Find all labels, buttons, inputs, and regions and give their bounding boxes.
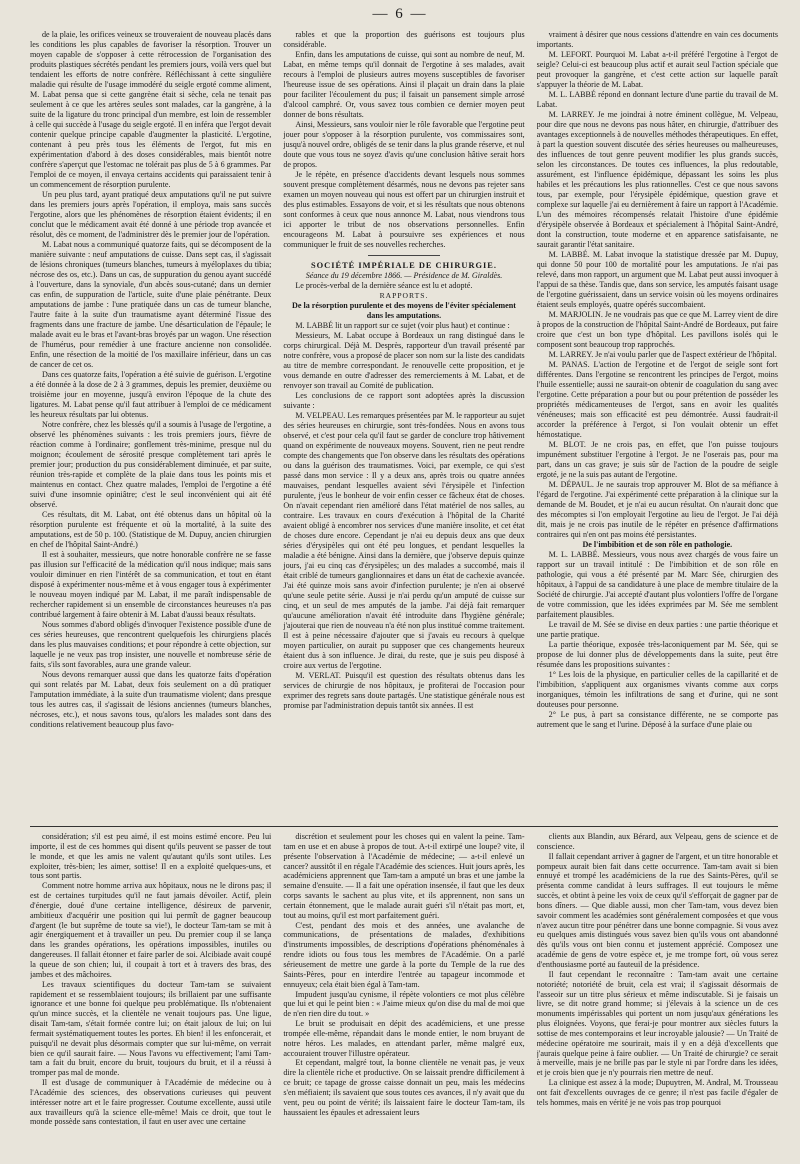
paragraph: de la plaie, les orifices veineux se trouveraient de nouveau placés dans les conditions les plus capables de favoriser la résorption. Trouver un moyen capable de s'opposer à cette rétrocession de l'organisation des produits plastiques sécrétés pendant les premiers jours, voilà vers quel but tendaient les efforts de notre confrère. Réfléchissant à cette singulière maladie qui résulte de l'usage immodéré du seigle ergoté comme aliment, M. Labat pensa que si cette gangrène était si sèche, cela ne tenait pas seulement à ce que les artères seules sont malades, car la gangrène, à la suite de la ligature du tronc principal d'un membre, est loin de ressembler à celle qui succède à l'usage du seigle ergoté. Il en inféra que l'ergot devait contenir quelque principe capable d'augmenter la plasticité. L'ergotine, contenant à peu près tous les éléments de l'ergot, fut mis en expérimentation d'abord à des doses considérables, mais bientôt notre confrère s'aperçut que l'estomac ne tolérait pas plus de 5 à 6 grammes. Par l'emploi de ce moyen, il envaya certains accidents qui paraissaient tenir à un commencement de résorption purulente. [30, 30, 272, 189]
column-3 [537, 30, 778, 822]
paragraph: Il est d'usage de communiquer à l'Académie de médecine ou à l'Académie des sciences, des observations curieuses qui peuvent intéresser notre art et le faire progresser. Coutume excellente, aussi utile aux travailleurs qu'à la science elle-même! Mais ce droit, que tout le monde possède sans contestation, il faut en user avec une certaine [30, 1078, 272, 1127]
paragraph: 1° Les lois de la physique, en particulier celles de la capillarité et de l'imbibition, s'appliquent aux organismes vivants comme aux corps inorganiques, témoin les infiltrations de sang et d'urine, qui ne sont douteuses pour personne. [536, 670, 778, 709]
paragraph: Messieurs, M. Labat occupe à Bordeaux un rang distingué dans le corps chirurgical. Déjà M. Desprès, rapporteur d'un travail présenté par notre confrère, vous a proposé de placer son nom sur la liste des candidats au titre de membre correspondant. Je renouvelle cette proposition, et je vous demande en outre d'adresser des remerciements à M. Labat, et de renvoyer son travail au Comité de publication. [283, 330, 525, 390]
paragraph: Nous devons remarquer aussi que dans les quatorze faits d'opération qui sont relatés par M. Labat, deux fois seulement on a dû pratiquer l'amputation immédiate, à la suite d'un traumatisme violent; dans presque tous les autres cas, il s'agissait de lésions anciennes (tumeurs blanches, nécroses, etc.), et nous savons tous, qu'alors les malades sont dans des conditions relativement beaucoup plus favo- [30, 670, 272, 729]
paragraph: clients aux Blandin, aux Bérard, aux Velpeau, gens de science et de conscience. [536, 832, 778, 851]
page-number: — 6 — [372, 6, 428, 22]
imbibition-title: De l'imbibition et de son rôle en pathologie. [582, 540, 733, 549]
paragraph: Je le répète, en présence d'accidents devant lesquels nous sommes souvent presque complètement désarmés, nous ne devons pas rejeter sans examen un moyen nouveau qui nous est offert par un chirurgien instruit et des plus estimables. Essayons de voir, et si les résultats que nous obtenons sont conformes à ceux que nous annonce M. Labat, nous viendrons tous ici apporter le tribut de nos observations personnelles. Enfin encourageons M. Labat à poursuivre ses expériences et nous communiquer le fruit de ses nouvelles recherches. [283, 170, 525, 249]
society-title: SOCIÉTÉ IMPÉRIALE DE CHIRURGIE. [311, 261, 497, 270]
paragraph: 2° Le pus, à part sa consistance différente, ne se comporte pas autrement que le sang et l'urine. Déposé à la surface d'une plaie ou [536, 710, 778, 729]
paragraph: M. Labat nous a communiqué quatorze faits, qui se décomposent de la manière suivante : neuf amputations de cuisse. Dans sept cas, il s'agissait de lésions chroniques (tumeurs blanches, tumeurs à myéloplaxes du tibia; nécrose des os, etc.). Dans un cas, de suppuration du genou ayant succédé à l'ouverture, dans la synoviale, d'un abcès sous-cutané; dans un dernier cas enfin, de suppuration de l'article, suite d'une plaie pénétrante. Deux amputations de jambe : l'une pratiquée dans un cas de tumeur blanche, l'autre faite à la suite d'un traumatisme ayant déterminé l'issue des fragments dans une fracture de jambe. Une désarticulation de l'épaule; le malade avait eu le bras et l'avant-bras broyés par un wagon. Une résection de l'humérus, pour remédier à une fracture ancienne non consolidée. Enfin, une résection de la moitié de l'os maxillaire inférieur, dans un cas de cancer de cet os. [30, 240, 272, 369]
paragraph: Les conclusions de ce rapport sont adoptées après la discussion suivante : [283, 390, 525, 410]
paragraph: Un peu plus tard, ayant pratiqué deux amputations qu'il ne put suivre dans les premiers jours après l'opération, il employa, mais sans succès l'ergotine, alors que les phénomènes de résorption étaient évidents; il en conclut que le médicament avait été donné à une période trop avancée et résolut, dès ce moment, de l'administrer dès le premier jour de l'opération. [30, 190, 272, 239]
paragraph: Ainsi, Messieurs, sans vouloir nier le rôle favorable que l'ergotine peut jouer pour s'opposer à la résorption purulente, vos commissaires sont, jusqu'à nouvel ordre, obligés de se tenir dans la plus grande réserve, et nul doute que vous tous ne soyez d'avis qu'une conclusion hâtive serait hors de propos. [283, 120, 525, 169]
paragraph: M. DÉPAUL. Je ne saurais trop approuver M. Blot de sa méfiance à l'égard de l'ergotine. J'ai expérimenté cette préparation à la clinique sur la demande de M. Boudet, et je n'ai eu aucun résultat. On n'aurait donc que des mécomptes si l'on employait l'ergotine au lieu de l'ergot. Je l'ai déjà dit, mais je ne crois pas inutile de le répéter en présence d'affirmations contraires qui n'en ont pas moins été persistantes. [536, 480, 778, 539]
feuilleton-column-2 [283, 832, 524, 1158]
paragraph: M. L. LABBÉ. Messieurs, vous nous avez chargés de vous faire un rapport sur un travail intitulé : De l'imbibition et de son rôle en pathologie, qui vous a été présenté par M. Marc Sée, chirurgien des hôpitaux, à l'appui de sa candidature à une place de membre titulaire de la Société de chirurgie. J'ai accepté d'autant plus volontiers l'offre de l'organe de votre commission, que les idées exprimées par M. Sée me semblent parfaitement plausibles. [536, 550, 778, 619]
paragraph: C'est, pendant des mois et des années, une avalanche de communications, de présentations de malades, d'exhibitions d'instruments impossibles, de descriptions d'opérations phénoménales à rendre idiots ou fous tous les membres de l'Académie. On a parlé sérieusement de mettre une garde à la porte du Temple de la rue des Saints-Pères, pour en interdire l'entrée au tapageur incommode et ennuyeux; cela était bien égal à Tam-tam. [283, 920, 525, 989]
paragraph: Impudent jusqu'au cynisme, il répète volontiers ce mot plus célèbre que lui et qui le peint bien : « J'aime mieux qu'on dise du mal de moi que de n'en rien dire du tout. » [283, 989, 525, 1019]
paragraph: Le bruit se produisait en dépit des académiciens, et une presse trompée elle-même, répandait dans le monde entier, le nom bruyant de notre héros. Les malades, en attendant parler, même malgré eux, accouraient trouver l'illustre opérateur. [283, 1019, 525, 1058]
seance-line: Séance du 19 décembre 1866. — Présidence de M. Giraldès. [305, 271, 503, 281]
paragraph: M. LARREY. Je me joindrai à notre éminent collègue, M. Velpeau, pour dire que nous ne devons pas nous hâter, en chirurgie, d'attribuer des avantages exceptionnels à de nouvelles méthodes thérapeutiques. En effet, à part la question souvent discutée des séries heureuses ou malheureuses, des influences de tout genre peuvent modifier les plus grands succès, selon les circonstances. De toutes ces influences, la plus redoutable, assurément, est l'influence épidémique, dépassant les soins les plus habiles et les précautions les plus rationnelles. C'est ce que nous savons tous, par exemple, pour l'érysipèle épidémique, question grave et complexe sur laquelle j'ai eu dernièrement à faire un rapport à l'Académie. L'un des mémoires récompensés relatait l'histoire d'une épidémie d'érysipèle observée à Bordeaux et spécialement à l'hôpital Saint-André, dont la construction, toute moderne et en apparence satisfaisante, ne saurait garantir l'état sanitaire. [536, 110, 778, 249]
paragraph: Les travaux scientifiques du docteur Tam-tam se suivaient rapidement et se ressemblaient toujours; ils brillaient par une suffisante ignorance et une bonne foi quelque peu problématique. Ils n'obtenaient qu'un mince succès, et la clientèle ne venait toujours pas. Une ligue, disait Tam-tam, s'était formée contre lui; on était jaloux de lui; on lui fermait systématiquement toutes les portes. Eh bien! il les enfoncerait, et puisqu'il ne devait plus désormais compter que sur lui-même, on verrait bien ce qu'il saurait faire. — Nous l'avons vu effectivement; l'ami Tam-tam a fait du bruit, encore du bruit, toujours du bruit, et il a réussi à tromper pas mal de monde. [30, 979, 272, 1078]
paragraph: Enfin, dans les amputations de cuisse, qui sont au nombre de neuf, M. Labat, en même temps qu'il donnait de l'ergotine à ses malades, avait recours à l'emploi de plusieurs autres moyens susceptibles de favoriser l'heureuse issue de ses opérations. Ainsi il plaçait un drain dans la plaie pour faciliter l'écoulement du pus; il faisait un pansement simple arrosé d'alcool camphré. Or, vous savez tous combien ce dernier moyen peut donner de bons résultats. [283, 50, 525, 119]
paragraph: Nous sommes d'abord obligés d'invoquer l'existence possible d'une de ces séries heureuses, que rencontrent quelquefois les chirurgiens placés dans les plus mauvaises conditions; et pour répondre à cette objection, sur laquelle je ne veux pas trop insister, une nouvelle et nombreuse série de faits, s'ils sont favorables, aura une grande valeur. [30, 620, 272, 669]
paragraph: M. BLOT. Je ne crois pas, en effet, que l'on puisse toujours impunément substituer l'ergotine à l'ergot. Je ne l'oserais pas, pour ma part, dans un cas grave; je suis sûr de l'action de la poudre de seigle ergoté, je ne la suis pas autant de l'ergotine. [536, 440, 778, 479]
paragraph: M. LEFORT. Pourquoi M. Labat a-t-il préféré l'ergotine à l'ergot de seigle? Celui-ci est beaucoup plus actif et aurait seul l'action spéciale que peut provoquer la gangrène, et c'est cette action sur laquelle paraît s'appuyer la théorie de M. Labat. [536, 50, 778, 89]
rapports-title: RAPPORTS. [379, 291, 429, 301]
paragraph: Dans ces quatorze faits, l'opération a été suivie de guérison. L'ergotine a été donnée à la dose de 2 à 3 grammes, depuis les premier, deuxième ou troisième jour en moyenne, jusqu'à environ l'époque de la chute des ligatures. M. Labat pense qu'il faut attribuer à l'emploi de ce médicament les heureux résultats par lui obtenus. [30, 370, 272, 419]
proces-verbal: Le procès-verbal de la dernière séance est lu et adopté. [295, 281, 473, 291]
paragraph: M. L. LABBÉ répond en donnant lecture d'une partie du travail de M. Labat. [536, 90, 778, 109]
paragraph: Comment notre homme arriva aux hôpitaux, nous ne le dirons pas; il est de certaines turpitudes qu'il ne faut jamais dévoiler. Actif, plein d'énergie, doué d'une certaine intelligence, désireux de parvenir, ambitieux d'acquérir une position qui lui permît de gagner beaucoup d'argent (le but suprême de toute sa vie!), le docteur Tam-tam se mit à agir énergiquement et à travailler un peu. Du premier coup il se lança dans les grandes opérations, les opérations impossibles, inutiles ou dangereuses. Il fallait étonner et faire parler de soi. Alcibiade avait coupé la queue de son chien; lui, il coupait à tort et à travers des bras, des jambes et des mâchoires. [30, 881, 272, 979]
paragraph: M. VELPEAU. Les remarques présentées par M. le rapporteur au sujet des séries heureuses en chirurgie, sont très-fondées. Nous en avons tous observé, et c'est pour cela qu'il faut se garder de conclure trop hâtivement quand on expérimente de nouveaux moyens. Souvent, rien ne peut rendre compte des changements que l'on observe dans les résultats des opérations ou dans la guérison des traumatismes. Voici, par exemple, ce qui s'est passé dans mon service : Il y a deux ans, après trois ou quatre années mauvaises, pendant lesquelles avaient sévi l'érysipèle et l'infection purulente, j'eus le bonheur de voir enfin cesser ce fâcheux état de choses. On n'avait cependant rien amélioré dans l'état matériel de nos salles, au contraire. Les travaux en cours d'exécution à l'hôpital de la Charité avaient obligé à encombrer nos services d'une manière insolite, et cet état de choses dure encore. Cependant je n'ai eu depuis deux ans que deux séries d'érysipèles qui ont été peu longues, et pendant lesquelles la maladie a été bénigne. Ainsi dans la dernière, que j'observe depuis quinze jours, j'ai eu cinq cas d'érysipèles; un des malades a succombé, mais il était criblé de tumeurs ganglionnaires et dans un état de cachexie avancée. J'ai été quinze mois sans avoir d'infection purulente; je n'en ai observé qu'une seule petite série. Aussi je n'ai perdu qu'un amputé de cuisse sur cinq, et un seul de mes amputés de la jambe. J'ai déjà fait remarquer qu'aucune amélioration n'avait été introduite dans l'hygiène générale; j'ajouterai que rien de nouveau n'a été non plus institué comme traitement. Il est à peine nécessaire d'ajouter que si j'avais eu recours à quelque moyen particulier, on aurait pu supposer que ces changements heureux étaient dus à son influence. Je dirai, du reste, que je suis peu disposé à croire aux vertus de l'ergotine. [283, 410, 525, 670]
paragraph: discrétion et seulement pour les choses qui en valent la peine. Tam-tam en use et en abuse à propos de tout. A-t-il extirpé une loupe? vite, il présente l'observation à l'Académie de médecine; — a-t-il enlevé un cancer? aussitôt il en régale l'Académie des sciences. Huit jours après, les académiciens apprennent que Tam-tam a amputé un bras et une jambe la semaine d'ensuite. — Il a fait une opération insensée, il faut que les deux corps savants le sachent au plus vite, et ils apprennent, non sans un certain étonnement, que le malade aurait guéri s'il n'était pas mort, et, tout au moins, qu'il est mort parfaitement guéri. [283, 832, 525, 920]
paragraph: Et cependant, malgré tout, la bonne clientèle ne venait pas, je veux dire la clientèle riche et productive. On se laissait prendre difficilement à ce bruit; ce tapage de grosse caisse donnait un peu, mais les médecins s'en méfiaient; ils savaient que sous toutes ces avances, il n'y avait que du vent, peu ou point de vérité; ils laissaient faire le docteur Tam-tam, ils haussaient les épaules et adressaient leurs [283, 1058, 525, 1117]
paragraph: Il faut cependant le reconnaître : Tam-tam avait une certaine notoriété; notoriété de bruit, cela est vrai; il s'agissait désormais de l'asseoir sur un titre plus sérieux et même indiscutable. Si je faisais un livre, se dit notre grand homme; si j'élevais à la science un de ces monuments impérissables qui portent un nom jusqu'aux générations les plus éloignées. Voyons, que ferai-je pour montrer aux siècles futurs la sottise de mes contemporains et leur incroyable jalousie? — Un Traité de médecine opératoire me sourirait, mais il y en a déjà d'excellents que j'aurais quelque peine à faire oublier. — Un Traité de chirurgie? ce serait à merveille, mais je ne brille pas par le style ni par l'ordre dans les idées, et je crois bien que je n'y pourrais rien mettre de neuf. [536, 969, 778, 1078]
feuilleton-column-1 [30, 832, 271, 1158]
paragraph: Il fallait cependant arriver à gagner de l'argent, et un titre honorable et pompeux aurait bien fait dans cette occurrence. Tam-tam avait si bien ennuyé et trompé les académiciens de la rue des Saints-Pères, qu'il se présenta comme candidat à leurs suffrages. Il eut toujours le même succès, et obtint à peine les voix de ceux qu'il s'efforçait de gagner par de bons dîners. — Que diable aussi, mon cher Tam-tam, vous devez bien savoir comment les académies sont généralement composées et que vous n'avez aucun titre pour pénétrer dans une bonne compagnie. Si vous avez eu quelques amis distingués vous savez bien qu'ils vous ont abandonné dès qu'ils vous ont bien connu et justement apprécié. Composez une académie de gens de votre espèce et, je me trompe fort, où vous serez d'enthousiasme porté au fauteuil de la présidence. [536, 851, 778, 969]
paragraph: M. LABBÉ lit un rapport sur ce sujet (voir plus haut) et continue : [295, 320, 510, 330]
paragraph: La partie théorique, exposée très-laconiquement par M. Sée, qui se propose de lui donner plus de développements dans la suite, peut être résumée dans les propositions suivantes : [536, 640, 778, 669]
paragraph: Le travail de M. Sée se divise en deux parties : une partie théorique et une partie pratique. [536, 620, 778, 639]
article-columns [30, 30, 778, 822]
paragraph: Il est à souhaiter, messieurs, que notre honorable confrère ne se fasse pas illusion sur l'efficacité de la médication qu'il nous indique; mais sans vouloir diminuer en rien l'intérêt de sa communication, et tout en étant disposé à expérimenter nous-même et à vous engager tous à expérimenter le nouveau moyen indiqué par M. Labat, il me paraît indispensable de rechercher rapidement si un ensemble de circonstances heureuses n'a pas contribué largement à faire obtenir à M. Labat d'aussi beaux résultats. [30, 550, 272, 619]
separator [368, 255, 440, 256]
paragraph: Ces résultats, dit M. Labat, ont été obtenus dans un hôpital où la résorption purulente est fréquente et où la mortalité, à la suite des amputations, est de 50 p. 100. (Statistique de M. Dupuy, ancien chirurgien en chef de l'hôpital Saint-André.) [30, 510, 272, 549]
paragraph: vraiment à désirer que nous cessions d'attendre en vain ces documents importants. [536, 30, 778, 49]
rapports-subtitle: De la résorption purulente et des moyens de l'éviter spécialement dans les amputations. [292, 300, 516, 320]
column-2 [283, 30, 524, 822]
paragraph: M. MARJOLIN. Je ne voudrais pas que ce que M. Larrey vient de dire à propos de la construction de l'hôpital Saint-André de Bordeaux, put faire croire que c'est un bon type d'hôpital. Les pavillons isolés qui le composent sont beaucoup trop rapprochés. [536, 310, 778, 349]
feuilleton-column-3 [537, 832, 778, 1158]
paragraph: rables et que la proportion des guérisons est toujours plus considérable. [283, 30, 525, 49]
paragraph: M. LABBÉ. M. Labat invoque la statistique dressée par M. Dupuy, qui donne 50 pour 100 de mortalité pour les amputations. Je n'ai pas relevé, dans mon rapport, un argument que M. Labat peut aussi invoquer à l'appui de sa thèse. Tandis que, dans son service, les amputés faisant usage de l'ergotine guérissaient, dans un service voisin où les moyens ordinaires étaient seuls employés, quatre opérés succombaient. [536, 250, 778, 309]
paragraph: Notre confrère, chez les blessés qu'il a soumis à l'usage de l'ergotine, a observé les phénomènes suivants : les trois premiers jours, fièvre de réaction comme à l'ordinaire; gonflement très-minime, presque nul du moignon; écoulement de sérosité presque complètement tari après le premier jour; production du pus considérablement diminuée, et par suite, réunion très-rapide et complète de la plaie dans tous les points mis et maintenus en contact. Chez quatre malades, l'emploi de l'ergotine a été suivi d'une insomnie opiniâtre; c'est le seul inconvénient qui ait été observé. [30, 420, 272, 509]
paragraph: M. PANAS. L'action de l'ergotine et de l'ergot de seigle sont fort différentes. Dans l'ergotine se rencontrent les principes de l'ergot, moins l'huile essentielle; aussi ne saurait-on obtenir de coagulation du sang avec l'ergotine. Cette préparation a pour but ou pour prétention de posséder les propriétés médicamenteuses de l'ergot, sans en avoir les qualités vénéneuses; mais son efficacité est peu démontrée. Aussi faudrait-il accorder la préférence à l'ergot, si l'on voulait obtenir un effet hémostatique. [536, 360, 778, 439]
column-1 [30, 30, 271, 822]
paragraph: M. LARREY. Je n'ai voulu parler que de l'aspect extérieur de l'hôpital. [548, 350, 777, 359]
paragraph: La clinique est assez à la mode; Dupuytren, M. Andral, M. Trousseau ont fait d'excellents ouvrages de ce genre; il n'est pas facile d'égaler de tels hommes, mais en vérité je ne vois pas trop pourquoi [536, 1078, 778, 1107]
paragraph: M. VERLAT. Puisqu'il est question des résultats obtenus dans les services de chirurgie de nos hôpitaux, je profiterai de l'occasion pour exprimer des regrets sans doute partagés. Une statistique générale nous est promise par l'administration depuis tantôt six années. Il est [283, 670, 525, 710]
feuilleton-columns [30, 832, 778, 1158]
paragraph: considération; s'il est peu aimé, il est moins estimé encore. Peu lui importe, il est de ces hommes qui disent qu'ils peuvent se passer de tout le monde, et que les amis ne valent qu'autant qu'ils sont utiles. Les exploiter, très-bien; les aimer, sottise! Il en a exploité quelques-uns, et tous sont partis. [30, 832, 272, 881]
feuilleton-rule [30, 826, 778, 827]
